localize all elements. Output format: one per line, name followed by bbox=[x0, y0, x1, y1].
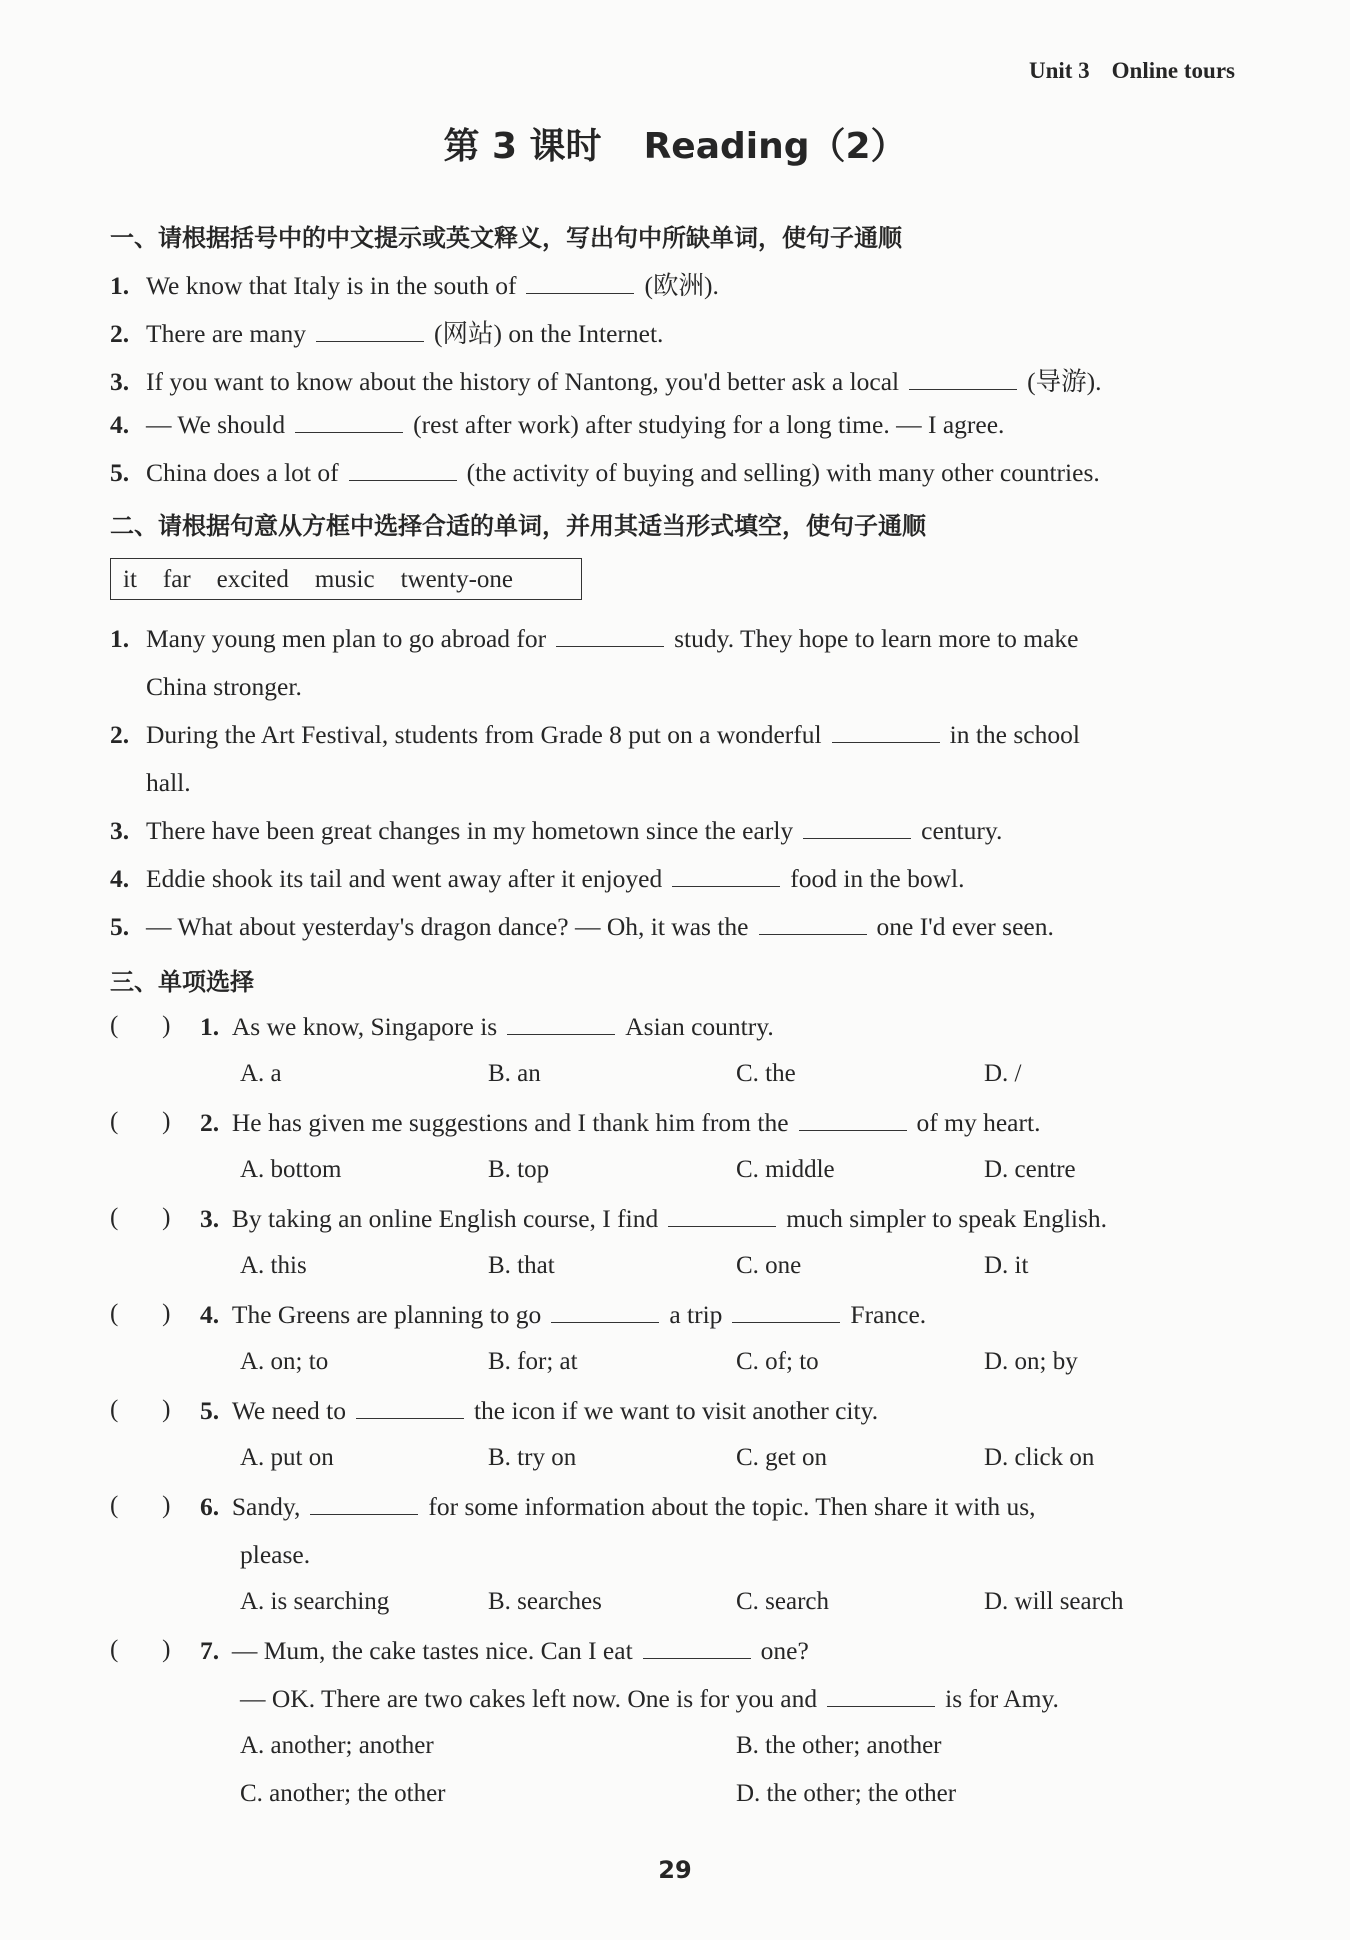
s1-item-5: 5. China does a lot of (the activity of buying and selling) with many other countries. bbox=[110, 458, 1100, 487]
s2-item-4: 4. Eddie shook its tail and went away after it enjoyed food in the bowl. bbox=[110, 864, 965, 893]
option-a[interactable]: A. this bbox=[240, 1252, 307, 1279]
answer-blank[interactable] bbox=[551, 1302, 659, 1323]
answer-blank[interactable] bbox=[759, 914, 867, 935]
answer-parentheses[interactable]: ( ) bbox=[110, 1636, 171, 1663]
s1-item-4: 4. — We should (rest after work) after studying for a long time. — I agree. bbox=[110, 410, 1005, 439]
s2-item-1-cont: China stronger. bbox=[146, 672, 302, 701]
answer-blank[interactable] bbox=[526, 273, 634, 294]
option-b[interactable]: B. an bbox=[488, 1060, 541, 1087]
answer-parentheses[interactable]: ( ) bbox=[110, 1108, 171, 1135]
page-header bbox=[1007, 58, 1235, 84]
section2-heading: 二、请根据句意从方框中选择合适的单词，并用其适当形式填空，使句子通顺 bbox=[110, 512, 926, 540]
answer-blank[interactable] bbox=[643, 1638, 751, 1659]
option-a[interactable]: A. is searching bbox=[240, 1588, 390, 1615]
unit-topic: Online tours bbox=[1111, 58, 1235, 83]
option-a[interactable]: A. another; another bbox=[240, 1732, 434, 1759]
answer-blank[interactable] bbox=[827, 1686, 935, 1707]
option-a[interactable]: A. bottom bbox=[240, 1156, 342, 1183]
answer-blank[interactable] bbox=[672, 866, 780, 887]
answer-parentheses[interactable]: ( ) bbox=[110, 1396, 171, 1423]
option-b[interactable]: B. top bbox=[488, 1156, 550, 1183]
answer-parentheses[interactable]: ( ) bbox=[110, 1300, 171, 1327]
word-box bbox=[110, 558, 582, 600]
mc-question-1: 1. As we know, Singapore is Asian country. bbox=[200, 1012, 774, 1041]
mc-question-3: 3. By taking an online English course, I find much simpler to speak English. bbox=[200, 1204, 1108, 1233]
option-c[interactable]: C. the bbox=[736, 1060, 796, 1087]
answer-blank[interactable] bbox=[356, 1398, 464, 1419]
answer-parentheses[interactable]: ( ) bbox=[110, 1204, 171, 1231]
option-c[interactable]: C. one bbox=[736, 1252, 802, 1279]
mc-question-2: 2. He has given me suggestions and I thank him from the of my heart. bbox=[200, 1108, 1041, 1137]
s1-item-2: 2. There are many (网站) on the Internet. bbox=[110, 319, 664, 348]
page-title bbox=[0, 118, 1350, 169]
option-c[interactable]: C. of; to bbox=[736, 1348, 819, 1375]
mc-question-6-cont: please. bbox=[240, 1540, 311, 1569]
lesson-label: 第 3 课时 bbox=[443, 126, 602, 167]
option-b[interactable]: B. searches bbox=[488, 1588, 602, 1615]
answer-blank[interactable] bbox=[310, 1494, 418, 1515]
answer-blank[interactable] bbox=[507, 1014, 615, 1035]
option-c[interactable]: C. get on bbox=[736, 1444, 827, 1471]
page-number: 29 bbox=[658, 1856, 692, 1884]
mc-question-4: 4. The Greens are planning to go a trip France. bbox=[200, 1300, 927, 1329]
word-box-item: excited bbox=[216, 566, 289, 593]
option-a[interactable]: A. on; to bbox=[240, 1348, 329, 1375]
s2-item-2-cont: hall. bbox=[146, 768, 191, 797]
answer-blank[interactable] bbox=[732, 1302, 840, 1323]
answer-blank[interactable] bbox=[803, 818, 911, 839]
option-d[interactable]: D. will search bbox=[984, 1588, 1124, 1615]
mc-question-5: 5. We need to the icon if we want to visit another city. bbox=[200, 1396, 879, 1425]
word-box-item: far bbox=[162, 566, 191, 593]
s2-item-3: 3. There have been great changes in my hometown since the early century. bbox=[110, 816, 1003, 845]
s2-item-1: 1. Many young men plan to go abroad for study. They hope to learn more to make bbox=[110, 624, 1079, 653]
s1-item-3: 3. If you want to know about the history of Nantong, you'd better ask a local (导游). bbox=[110, 367, 1102, 396]
section3-heading: 三、单项选择 bbox=[110, 968, 254, 996]
option-d[interactable]: D. click on bbox=[984, 1444, 1095, 1471]
answer-blank[interactable] bbox=[316, 321, 424, 342]
answer-blank[interactable] bbox=[909, 369, 1017, 390]
word-box-item: it bbox=[123, 566, 137, 593]
option-c[interactable]: C. search bbox=[736, 1588, 830, 1615]
option-d[interactable]: D. / bbox=[984, 1060, 1022, 1087]
answer-blank[interactable] bbox=[349, 460, 457, 481]
mc-question-6: 6. Sandy, for some information about the topic. Then share it with us, bbox=[200, 1492, 1036, 1521]
answer-blank[interactable] bbox=[668, 1206, 776, 1227]
option-b[interactable]: B. that bbox=[488, 1252, 555, 1279]
answer-parentheses[interactable]: ( ) bbox=[110, 1012, 171, 1039]
s2-item-2: 2. During the Art Festival, students from Grade 8 put on a wonderful in the school bbox=[110, 720, 1080, 749]
option-d[interactable]: D. it bbox=[984, 1252, 1029, 1279]
option-b[interactable]: B. the other; another bbox=[736, 1732, 942, 1759]
s2-item-5: 5. — What about yesterday's dragon dance? — Oh, it was the one I'd ever seen. bbox=[110, 912, 1054, 941]
answer-blank[interactable] bbox=[556, 626, 664, 647]
word-box-item: music bbox=[314, 566, 375, 593]
answer-parentheses[interactable]: ( ) bbox=[110, 1492, 171, 1519]
word-box-item: twenty-one bbox=[400, 566, 514, 593]
option-a[interactable]: A. put on bbox=[240, 1444, 334, 1471]
option-b[interactable]: B. try on bbox=[488, 1444, 577, 1471]
mc-question-7-line2: — OK. There are two cakes left now. One is for you and is for Amy. bbox=[240, 1684, 1059, 1713]
option-a[interactable]: A. a bbox=[240, 1060, 282, 1087]
unit-label: Unit 3 bbox=[1028, 58, 1090, 83]
lesson-name: Reading（2） bbox=[643, 126, 907, 167]
option-d[interactable]: D. the other; the other bbox=[736, 1780, 957, 1807]
answer-blank[interactable] bbox=[295, 412, 403, 433]
option-c[interactable]: C. another; the other bbox=[240, 1780, 446, 1807]
option-d[interactable]: D. on; by bbox=[984, 1348, 1078, 1375]
s1-item-1: 1. We know that Italy is in the south of (欧洲). bbox=[110, 271, 719, 300]
answer-blank[interactable] bbox=[799, 1110, 907, 1131]
section1-heading: 一、请根据括号中的中文提示或英文释义，写出句中所缺单词，使句子通顺 bbox=[110, 224, 902, 252]
option-c[interactable]: C. middle bbox=[736, 1156, 835, 1183]
option-b[interactable]: B. for; at bbox=[488, 1348, 578, 1375]
answer-blank[interactable] bbox=[832, 722, 940, 743]
option-d[interactable]: D. centre bbox=[984, 1156, 1076, 1183]
mc-question-7: 7. — Mum, the cake tastes nice. Can I eat one? bbox=[200, 1636, 809, 1665]
